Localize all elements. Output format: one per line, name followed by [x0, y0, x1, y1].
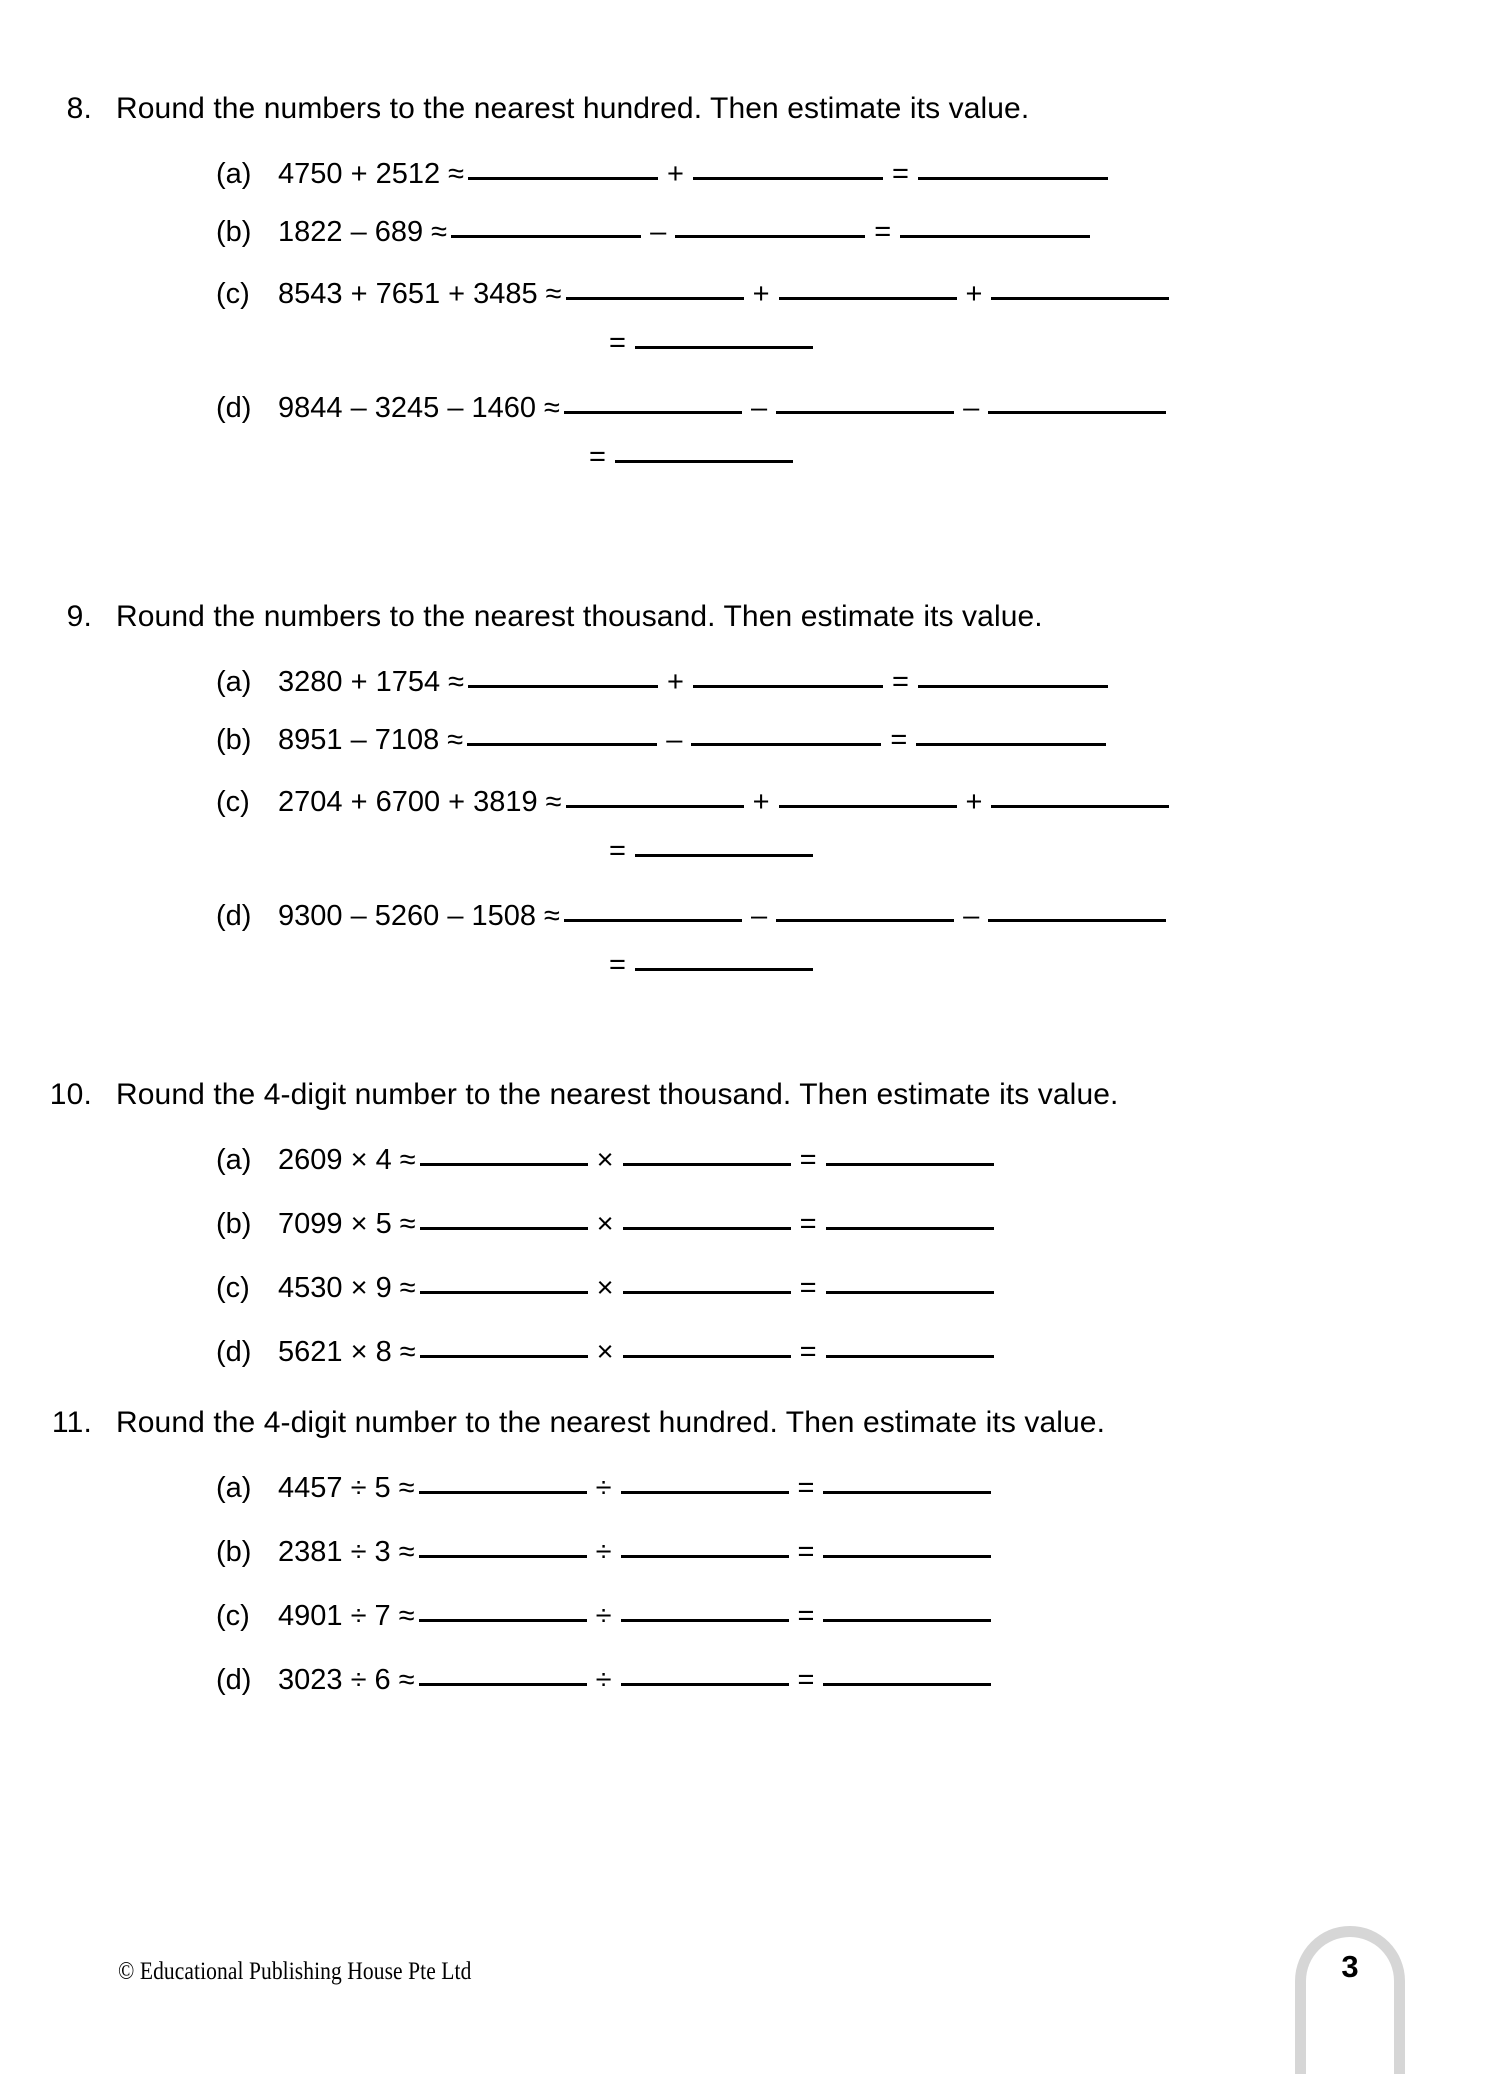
answer-blank[interactable]: [823, 1618, 991, 1622]
operator-symbol: =: [891, 666, 909, 698]
math-expression: 4457 ÷ 5: [278, 1472, 391, 1504]
operator-symbol: ÷: [595, 1472, 612, 1504]
question-block: [0, 1406, 1497, 1696]
answer-blank[interactable]: [564, 410, 742, 414]
part-label: (c): [216, 1600, 250, 1632]
answer-blank[interactable]: [621, 1682, 789, 1686]
part-expression-row: [278, 786, 1169, 819]
operator-symbol: +: [965, 278, 983, 310]
question-part: [0, 1144, 1497, 1177]
math-expression: 4750 + 2512: [278, 158, 441, 190]
approximately-equal-sign: ≈: [544, 900, 560, 932]
question-heading: [0, 92, 1497, 126]
part-label: (b): [216, 724, 252, 756]
answer-blank[interactable]: [675, 234, 865, 238]
answer-blank[interactable]: [420, 1226, 588, 1230]
question-part: [0, 392, 1497, 474]
math-expression: 3023 ÷ 6: [278, 1664, 391, 1696]
answer-blank[interactable]: [991, 804, 1169, 808]
operator-symbol: =: [609, 327, 626, 359]
part-expression-row: [278, 1272, 994, 1305]
operator-symbol: ×: [596, 1336, 614, 1368]
part-label: (a): [216, 666, 252, 698]
question-part: [0, 786, 1497, 868]
answer-blank[interactable]: [826, 1226, 994, 1230]
answer-blank[interactable]: [635, 967, 813, 971]
answer-blank[interactable]: [991, 296, 1169, 300]
answer-blank[interactable]: [776, 410, 954, 414]
approximately-equal-sign: ≈: [398, 1664, 415, 1696]
operator-symbol: =: [589, 441, 606, 473]
answer-blank[interactable]: [691, 742, 881, 746]
answer-blank[interactable]: [623, 1354, 791, 1358]
approximately-equal-sign: ≈: [398, 1600, 415, 1632]
part-expression-row: [278, 392, 1166, 425]
approximately-equal-sign: ≈: [399, 1144, 416, 1176]
math-expression: 8951 – 7108: [278, 724, 440, 756]
math-expression: 4901 ÷ 7: [278, 1600, 391, 1632]
answer-blank[interactable]: [419, 1554, 587, 1558]
answer-blank[interactable]: [693, 176, 883, 180]
operator-symbol: –: [650, 216, 667, 248]
operator-symbol: –: [666, 724, 683, 756]
math-expression: 7099 × 5: [278, 1208, 392, 1240]
question-text: Round the numbers to the nearest hundred. Then estimate its value.: [116, 92, 1030, 125]
operator-symbol: ÷: [595, 1536, 612, 1568]
approximately-equal-sign: ≈: [399, 1208, 416, 1240]
operator-symbol: =: [799, 1336, 817, 1368]
answer-blank[interactable]: [451, 234, 641, 238]
question-text: Round the numbers to the nearest thousand. Then estimate its value.: [116, 600, 1043, 633]
approximately-equal-sign: ≈: [398, 1472, 415, 1504]
question-part: [0, 1472, 1497, 1505]
copyright-notice: © Educational Publishing House Pte Ltd: [118, 1958, 472, 1985]
part-label: (d): [216, 900, 252, 932]
part-expression-row: [278, 158, 1108, 191]
question-block: [0, 1078, 1497, 1368]
operator-symbol: +: [667, 666, 684, 698]
question-part: [0, 158, 1497, 191]
part-label: (d): [216, 1336, 252, 1368]
part-label: (b): [216, 216, 252, 248]
part-label: (a): [216, 1144, 252, 1176]
answer-blank[interactable]: [566, 296, 744, 300]
part-label: (a): [216, 1472, 252, 1504]
operator-symbol: =: [799, 1144, 817, 1176]
answer-blank[interactable]: [988, 410, 1166, 414]
operator-symbol: ×: [596, 1144, 614, 1176]
part-expression-row: [278, 1600, 991, 1633]
operator-symbol: =: [797, 1664, 815, 1696]
question-heading: [0, 1078, 1497, 1112]
part-label: (c): [216, 1272, 250, 1304]
part-label: (c): [216, 278, 250, 310]
operator-symbol: =: [797, 1536, 815, 1568]
question-text: Round the 4-digit number to the nearest hundred. Then estimate its value.: [116, 1406, 1106, 1439]
part-label: (c): [216, 786, 250, 818]
part-expression-row: [278, 216, 1090, 249]
approximately-equal-sign: ≈: [544, 392, 560, 424]
question-text: Round the 4-digit number to the nearest thousand. Then estimate its value.: [116, 1078, 1119, 1111]
approximately-equal-sign: ≈: [545, 786, 562, 818]
operator-symbol: ×: [596, 1272, 614, 1304]
question-heading: [0, 600, 1497, 634]
operator-symbol: +: [752, 786, 770, 818]
answer-blank[interactable]: [826, 1354, 994, 1358]
question-part: [0, 1664, 1497, 1697]
approximately-equal-sign: ≈: [545, 278, 562, 310]
answer-blank[interactable]: [823, 1682, 991, 1686]
question-heading: [0, 1406, 1497, 1440]
answer-blank[interactable]: [468, 684, 658, 688]
answer-blank[interactable]: [623, 1290, 791, 1294]
answer-blank[interactable]: [916, 742, 1106, 746]
operator-symbol: –: [963, 900, 980, 932]
operator-symbol: =: [797, 1472, 815, 1504]
answer-blank[interactable]: [779, 804, 957, 808]
part-continuation-row: [0, 441, 1497, 474]
part-expression-row: [278, 1536, 991, 1569]
part-expression-row: [278, 1208, 994, 1241]
answer-blank[interactable]: [826, 1290, 994, 1294]
part-label: (a): [216, 158, 252, 190]
answer-blank[interactable]: [623, 1226, 791, 1230]
math-expression: 8543 + 7651 + 3485: [278, 278, 538, 310]
question-part: [0, 724, 1497, 757]
operator-symbol: +: [667, 158, 684, 190]
question-part: [0, 900, 1497, 982]
answer-blank[interactable]: [635, 853, 813, 857]
operator-symbol: =: [890, 724, 908, 756]
question-number: 8.: [66, 92, 92, 125]
part-label: (b): [216, 1208, 252, 1240]
answer-blank[interactable]: [621, 1554, 789, 1558]
page-number-badge: [1295, 1926, 1405, 2074]
answer-blank[interactable]: [564, 918, 742, 922]
operator-symbol: +: [752, 278, 770, 310]
answer-blank[interactable]: [419, 1490, 587, 1494]
question-number: 10.: [49, 1078, 92, 1111]
operator-symbol: =: [799, 1272, 817, 1304]
question-block: [0, 600, 1497, 981]
question-number: 11.: [51, 1406, 92, 1439]
question-part: [0, 278, 1497, 360]
answer-blank[interactable]: [988, 918, 1166, 922]
approximately-equal-sign: ≈: [399, 1272, 416, 1304]
question-part: [0, 1208, 1497, 1241]
operator-symbol: =: [874, 216, 892, 248]
operator-symbol: =: [799, 1208, 817, 1240]
math-expression: 9300 – 5260 – 1508: [278, 900, 537, 932]
question-block: [0, 92, 1497, 473]
part-label: (d): [216, 1664, 252, 1696]
approximately-equal-sign: ≈: [399, 1336, 416, 1368]
answer-blank[interactable]: [779, 296, 957, 300]
answer-blank[interactable]: [823, 1554, 991, 1558]
answer-blank[interactable]: [621, 1490, 789, 1494]
page-number: 3: [1341, 1949, 1359, 1984]
part-continuation-row: [0, 835, 1497, 868]
approximately-equal-sign: ≈: [431, 216, 448, 248]
operator-symbol: –: [750, 392, 768, 424]
math-expression: 1822 – 689: [278, 216, 424, 248]
operator-symbol: +: [965, 786, 983, 818]
answer-blank[interactable]: [419, 1682, 587, 1686]
answer-blank[interactable]: [823, 1490, 991, 1494]
operator-symbol: =: [609, 835, 626, 867]
part-expression-row: [278, 278, 1169, 311]
answer-blank[interactable]: [420, 1354, 588, 1358]
answer-blank[interactable]: [918, 176, 1108, 180]
question-part: [0, 1272, 1497, 1305]
answer-blank[interactable]: [693, 684, 883, 688]
answer-blank[interactable]: [467, 742, 657, 746]
part-expression-row: [278, 1472, 991, 1505]
approximately-equal-sign: ≈: [448, 158, 464, 190]
part-expression-row: [278, 666, 1108, 699]
answer-blank[interactable]: [420, 1162, 588, 1166]
part-expression-row: [278, 1144, 994, 1177]
math-expression: 2609 × 4: [278, 1144, 392, 1176]
answer-blank[interactable]: [918, 684, 1108, 688]
operator-symbol: –: [963, 392, 980, 424]
part-expression-row: [278, 1664, 991, 1697]
part-label: (d): [216, 392, 252, 424]
part-continuation-row: [0, 949, 1497, 982]
answer-blank[interactable]: [420, 1290, 588, 1294]
answer-blank[interactable]: [900, 234, 1090, 238]
operator-symbol: –: [750, 900, 768, 932]
question-part: [0, 1336, 1497, 1369]
answer-blank[interactable]: [419, 1618, 587, 1622]
math-expression: 2704 + 6700 + 3819: [278, 786, 538, 818]
part-expression-row: [278, 900, 1166, 933]
question-part: [0, 1536, 1497, 1569]
question-part: [0, 216, 1497, 249]
part-continuation-row: [0, 327, 1497, 360]
math-expression: 3280 + 1754: [278, 666, 441, 698]
answer-blank[interactable]: [635, 345, 813, 349]
math-expression: 5621 × 8: [278, 1336, 392, 1368]
question-number: 9.: [66, 600, 92, 633]
approximately-equal-sign: ≈: [398, 1536, 415, 1568]
math-expression: 4530 × 9: [278, 1272, 392, 1304]
approximately-equal-sign: ≈: [448, 666, 464, 698]
answer-blank[interactable]: [621, 1618, 789, 1622]
approximately-equal-sign: ≈: [447, 724, 464, 756]
operator-symbol: ÷: [595, 1600, 612, 1632]
answer-blank[interactable]: [468, 176, 658, 180]
operator-symbol: =: [797, 1600, 815, 1632]
operator-symbol: =: [891, 158, 909, 190]
question-part: [0, 666, 1497, 699]
question-part: [0, 1600, 1497, 1633]
operator-symbol: =: [609, 949, 626, 981]
part-expression-row: [278, 1336, 994, 1369]
math-expression: 2381 ÷ 3: [278, 1536, 391, 1568]
answer-blank[interactable]: [623, 1162, 791, 1166]
part-expression-row: [278, 724, 1106, 757]
part-label: (b): [216, 1536, 252, 1568]
math-expression: 9844 – 3245 – 1460: [278, 392, 537, 424]
operator-symbol: ÷: [595, 1664, 612, 1696]
operator-symbol: ×: [596, 1208, 614, 1240]
answer-blank[interactable]: [566, 804, 744, 808]
answer-blank[interactable]: [776, 918, 954, 922]
answer-blank[interactable]: [826, 1162, 994, 1166]
answer-blank[interactable]: [615, 459, 793, 463]
